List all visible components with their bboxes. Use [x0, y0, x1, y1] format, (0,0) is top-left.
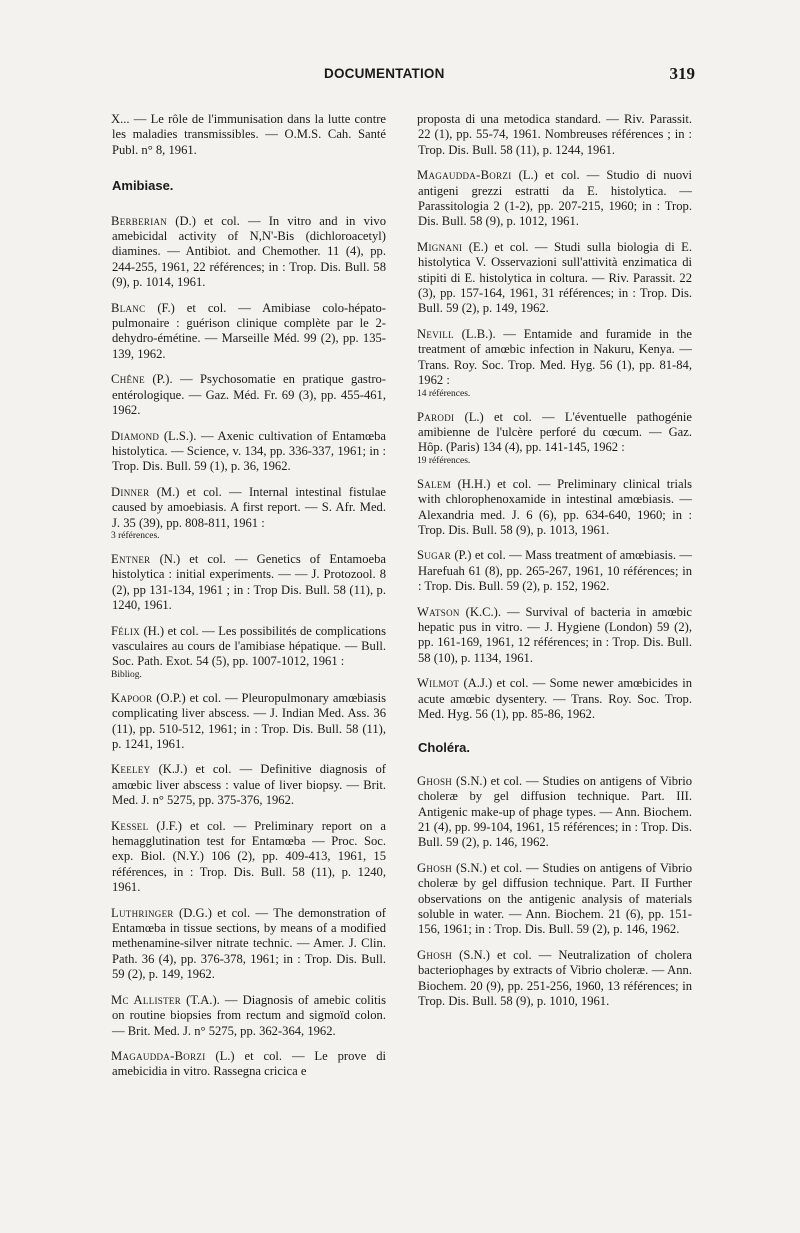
reference-entry	[112, 819, 386, 896]
reference-author: Kapoor	[111, 690, 153, 705]
reference-text: (D.) et col. — In vitro and in vivo amebicidal activity of N,N'-Bis (dichloroacetyl) diamines. — Antibiot. and Chemother. 11 (4), pp. 244-255, 1961, 22 références; in : Trop. Dis. Bull. 58 (9), p. 1014, 1961.	[112, 213, 386, 290]
reference-entry	[418, 605, 692, 667]
reference-entry	[112, 301, 386, 363]
reference-text: (K.C.). — Survival of bacteria in amœbic hepatic pus in vitro. — J. Hygiene (London) 59 (2), pp. 161-169, 1961, 12 références; in : Trop. Dis. Bull. 58 (10), p. 1134, 1961.	[418, 604, 692, 665]
reference-author: Parodi	[417, 409, 455, 424]
reference-entry	[112, 762, 386, 808]
reference-entry	[418, 240, 692, 317]
section-heading-cholera: Choléra.	[418, 740, 471, 756]
right-column	[418, 112, 692, 1020]
reference-text: (O.P.) et col. — Pleuropulmonary amœbiasis complicating liver abscess. — J. Indian Med. Ass. 36 (11), pp. 510-512, 1961; in : Trop. Dis. Bull. 58 (11), p. 1241, 1961.	[112, 690, 386, 751]
reference-entry	[112, 993, 386, 1039]
reference-text: (A.J.) et col. — Some newer amœbicides in acute amœbic dysentery. — Trans. Roy. Soc. Trop. Med. Hyg. 56 (1), pp. 85-86, 1962.	[418, 676, 692, 721]
reference-entry	[418, 548, 692, 594]
reference-text: (N.) et col. — Genetics of Entamoeba histolytica : initial experiments. — — J. Protozool. 8 (2), pp 131-134, 1961 ; in : Trop Dis. Bull. 58 (11), p. 1240, 1961.	[112, 551, 386, 613]
reference-text: (L.B.). — Entamide and furamide in the treatment of amœbic infection in Nakuru, Kenya. — Trans. Roy. Soc. Trop. Med. Hyg. 56 (1), pp. 81-84, 1962 :	[418, 326, 692, 388]
reference-text: (E.) et col. — Studi sulla biologia di E. histolytica V. Osservazioni sull'attività enzimatica di stipiti di E. histolytica in coltura. — Riv. Parassit. 22 (3), pp. 157-164, 1961, 31 références; in : Trop. Dis. Bull. 59 (2), p. 149, 1962.	[418, 239, 692, 316]
reference-author: Salem	[417, 476, 452, 491]
page-number: 319	[669, 64, 695, 83]
reference-count: 19 références.	[417, 455, 471, 466]
reference-entry	[112, 552, 386, 614]
reference-entry	[418, 774, 692, 851]
reference-author: Luthringer	[111, 905, 174, 920]
left-column	[112, 112, 386, 1090]
reference-text: (H.H.) et col. — Preliminary clinical trials with chlorophenoxamide in intestinal amœbiasis. — Alexandria med. J. 6 (6), pp. 634-640, 1960; in : Trop. Dis. Bull. 58 (9), p. 1013, 1961.	[418, 476, 692, 537]
reference-text: (M.) et col. — Internal intestinal fistulae caused by amoebiasis. A first report. — S. Afr. Med. J. 35 (39), pp. 808-811, 1961 :	[112, 484, 386, 530]
reference-entry	[112, 1049, 386, 1080]
reference-author: Diamond	[111, 428, 160, 443]
reference-entry	[112, 372, 386, 418]
reference-author: Ghosh	[417, 860, 453, 875]
reference-entry	[112, 429, 386, 475]
reference-text: (S.N.) et col. — Studies on antigens of Vibrio choleræ by gel diffusion technique. Part. III. Antigenic make-up of phage types. — Ann. Biochem. 21 (4), pp. 99-104, 1961, 15 références; in : Trop. Dis. Bull. 59 (2), p. 146, 1962.	[418, 773, 692, 850]
reference-entry	[112, 214, 386, 291]
reference-entry	[112, 691, 386, 753]
reference-author: Ghosh	[417, 773, 453, 788]
section-heading-amibiase: Amibiase.	[112, 178, 174, 194]
reference-author: Kessel	[111, 818, 149, 833]
reference-text: (L.) et col. — Le prove di amebicidia in vitro. Rassegna cricica e	[112, 1048, 386, 1079]
reference-author: Magaudda-Borzi	[417, 168, 512, 183]
reference-author: Félix	[111, 623, 140, 638]
reference-text: (L.) et col. — L'éventuelle pathogénie amibienne de l'ulcère perforé du cœcum. — Gaz. Hôp. (Paris) 134 (4), pp. 141-145, 1962 :	[418, 409, 692, 455]
amibiase-entries-continued	[418, 168, 692, 722]
reference-text: (S.N.) et col. — Neutralization of cholera bacteriophages by extracts of Vibrio choleræ. — Ann. Biochem. 20 (9), pp. 251-256, 1960, 13 références; in Trop. Dis. Bull. 58 (9), p. 1010, 1961.	[418, 947, 692, 1009]
reference-count: 14 références.	[417, 388, 471, 399]
reference-entry	[418, 410, 692, 467]
reference-count: Bibliog.	[111, 669, 142, 680]
cholera-entries	[418, 774, 692, 1010]
reference-entry	[112, 624, 386, 681]
reference-text: (K.J.) et col. — Definitive diagnosis of amœbic liver abscess : value of liver biopsy. — Brit. Med. J. n° 5275, pp. 375-376, 1962.	[112, 762, 386, 808]
reference-text: (P.). — Psychosomatie en pratique gastro-entérologique. — Gaz. Méd. Fr. 69 (3), pp. 455-461, 1962.	[112, 372, 386, 418]
reference-entry	[418, 327, 692, 400]
reference-text: (T.A.). — Diagnosis of amebic colitis on routine biopsies from rectum and sigmoïd colon. — Brit. Med. J. n° 5275, pp. 362-364, 1962.	[112, 992, 386, 1038]
reference-author: Berberian	[111, 213, 168, 228]
reference-author: Wilmot	[417, 676, 460, 691]
reference-entry	[418, 477, 692, 539]
reference-author: Ghosh	[417, 947, 453, 962]
reference-author: Entner	[111, 551, 151, 566]
reference-entry	[418, 861, 692, 938]
reference-author: Blanc	[111, 300, 146, 315]
reference-author: Nevill	[417, 326, 454, 341]
reference-text: (S.N.) et col. — Studies on antigens of Vibrio choleræ by gel diffusion technique. Part. II Further observations on the antigenic analysis of materials soluble in water. — Ann. Biochem. 21 (6), pp. 151-156, 1961; in : Trop. Dis. Bull. 59 (2), p. 146, 1962.	[418, 860, 692, 937]
reference-text: (F.) et col. — Amibiase colo-hépato-pulmonaire : guérison clinique complète par le 2-dehydro-émétine. — Marseille Méd. 99 (2), pp. 135-139, 1962.	[112, 300, 386, 361]
reference-text: (L.) et col. — Studio di nuovi antigeni grezzi estratti da E. histolytica. — Parassitologia 2 (1-2), pp. 207-215, 1960; in : Trop. Dis. Bull. 58 (9), p. 1012, 1961.	[418, 168, 692, 229]
running-title: DOCUMENTATION	[324, 66, 445, 81]
reference-author: Magaudda-Borzi	[111, 1048, 206, 1063]
reference-author: Mc Allister	[111, 992, 182, 1007]
continuation-text: proposta di una metodica standard. — Riv. Parassit. 22 (1), pp. 55-74, 1961. Nombreuses références ; in : Trop. Dis. Bull. 58 (11), p. 1244, 1961.	[417, 112, 692, 157]
amibiase-entries	[112, 214, 386, 1080]
reference-text: (J.F.) et col. — Preliminary report on a hemagglutination test for Entamœba — Proc. Soc. exp. Biol. (N.Y.) 106 (2), pp. 409-413, 1961, 15 références, in : Trop. Dis. Bull. 58 (11), p. 1240, 1961.	[112, 818, 386, 895]
reference-entry	[418, 676, 692, 722]
reference-author: Sugar	[417, 548, 452, 563]
reference-entry	[112, 906, 386, 983]
reference-author: Keeley	[111, 762, 151, 777]
reference-entry	[418, 948, 692, 1010]
reference-entry	[418, 168, 692, 230]
page-header	[112, 66, 695, 88]
reference-author: Watson	[417, 604, 460, 619]
reference-author: Dinner	[111, 484, 150, 499]
reference-author: Mignani	[417, 239, 463, 254]
reference-entry	[112, 485, 386, 542]
reference-text: (L.S.). — Axenic cultivation of Entamœba histolytica. — Science, v. 134, pp. 336-337, 1961; in : Trop. Dis. Bull. 59 (1), p. 36, 1962.	[112, 428, 386, 474]
reference-count: 3 références.	[111, 530, 160, 541]
intro-reference: X... — Le rôle de l'immunisation dans la lutte contre les maladies transmissibles. — O.M.S. Cah. Santé Publ. n° 8, 1961.	[111, 112, 386, 157]
reference-author: Chêne	[111, 372, 145, 387]
reference-text: (H.) et col. — Les possibilités de complications vasculaires au cours de l'amibiase hépatique. — Bull. Soc. Path. Exot. 54 (5), pp. 1007-1012, 1961 :	[112, 623, 386, 669]
reference-text: (D.G.) et col. — The demonstration of Entamœba in tissue sections, by means of a modified methenamine-silver nitrate technic. — Amer. J. Clin. Path. 36 (4), pp. 376-378, 1961; in : Trop. Dis. Bull. 59 (2), p. 149, 1962.	[112, 905, 386, 982]
reference-text: (P.) et col. — Mass treatment of amœbiasis. — Harefuah 61 (8), pp. 265-267, 1961, 10 références; in : Trop. Dis. Bull. 59 (2), p. 152, 1962.	[418, 548, 692, 594]
